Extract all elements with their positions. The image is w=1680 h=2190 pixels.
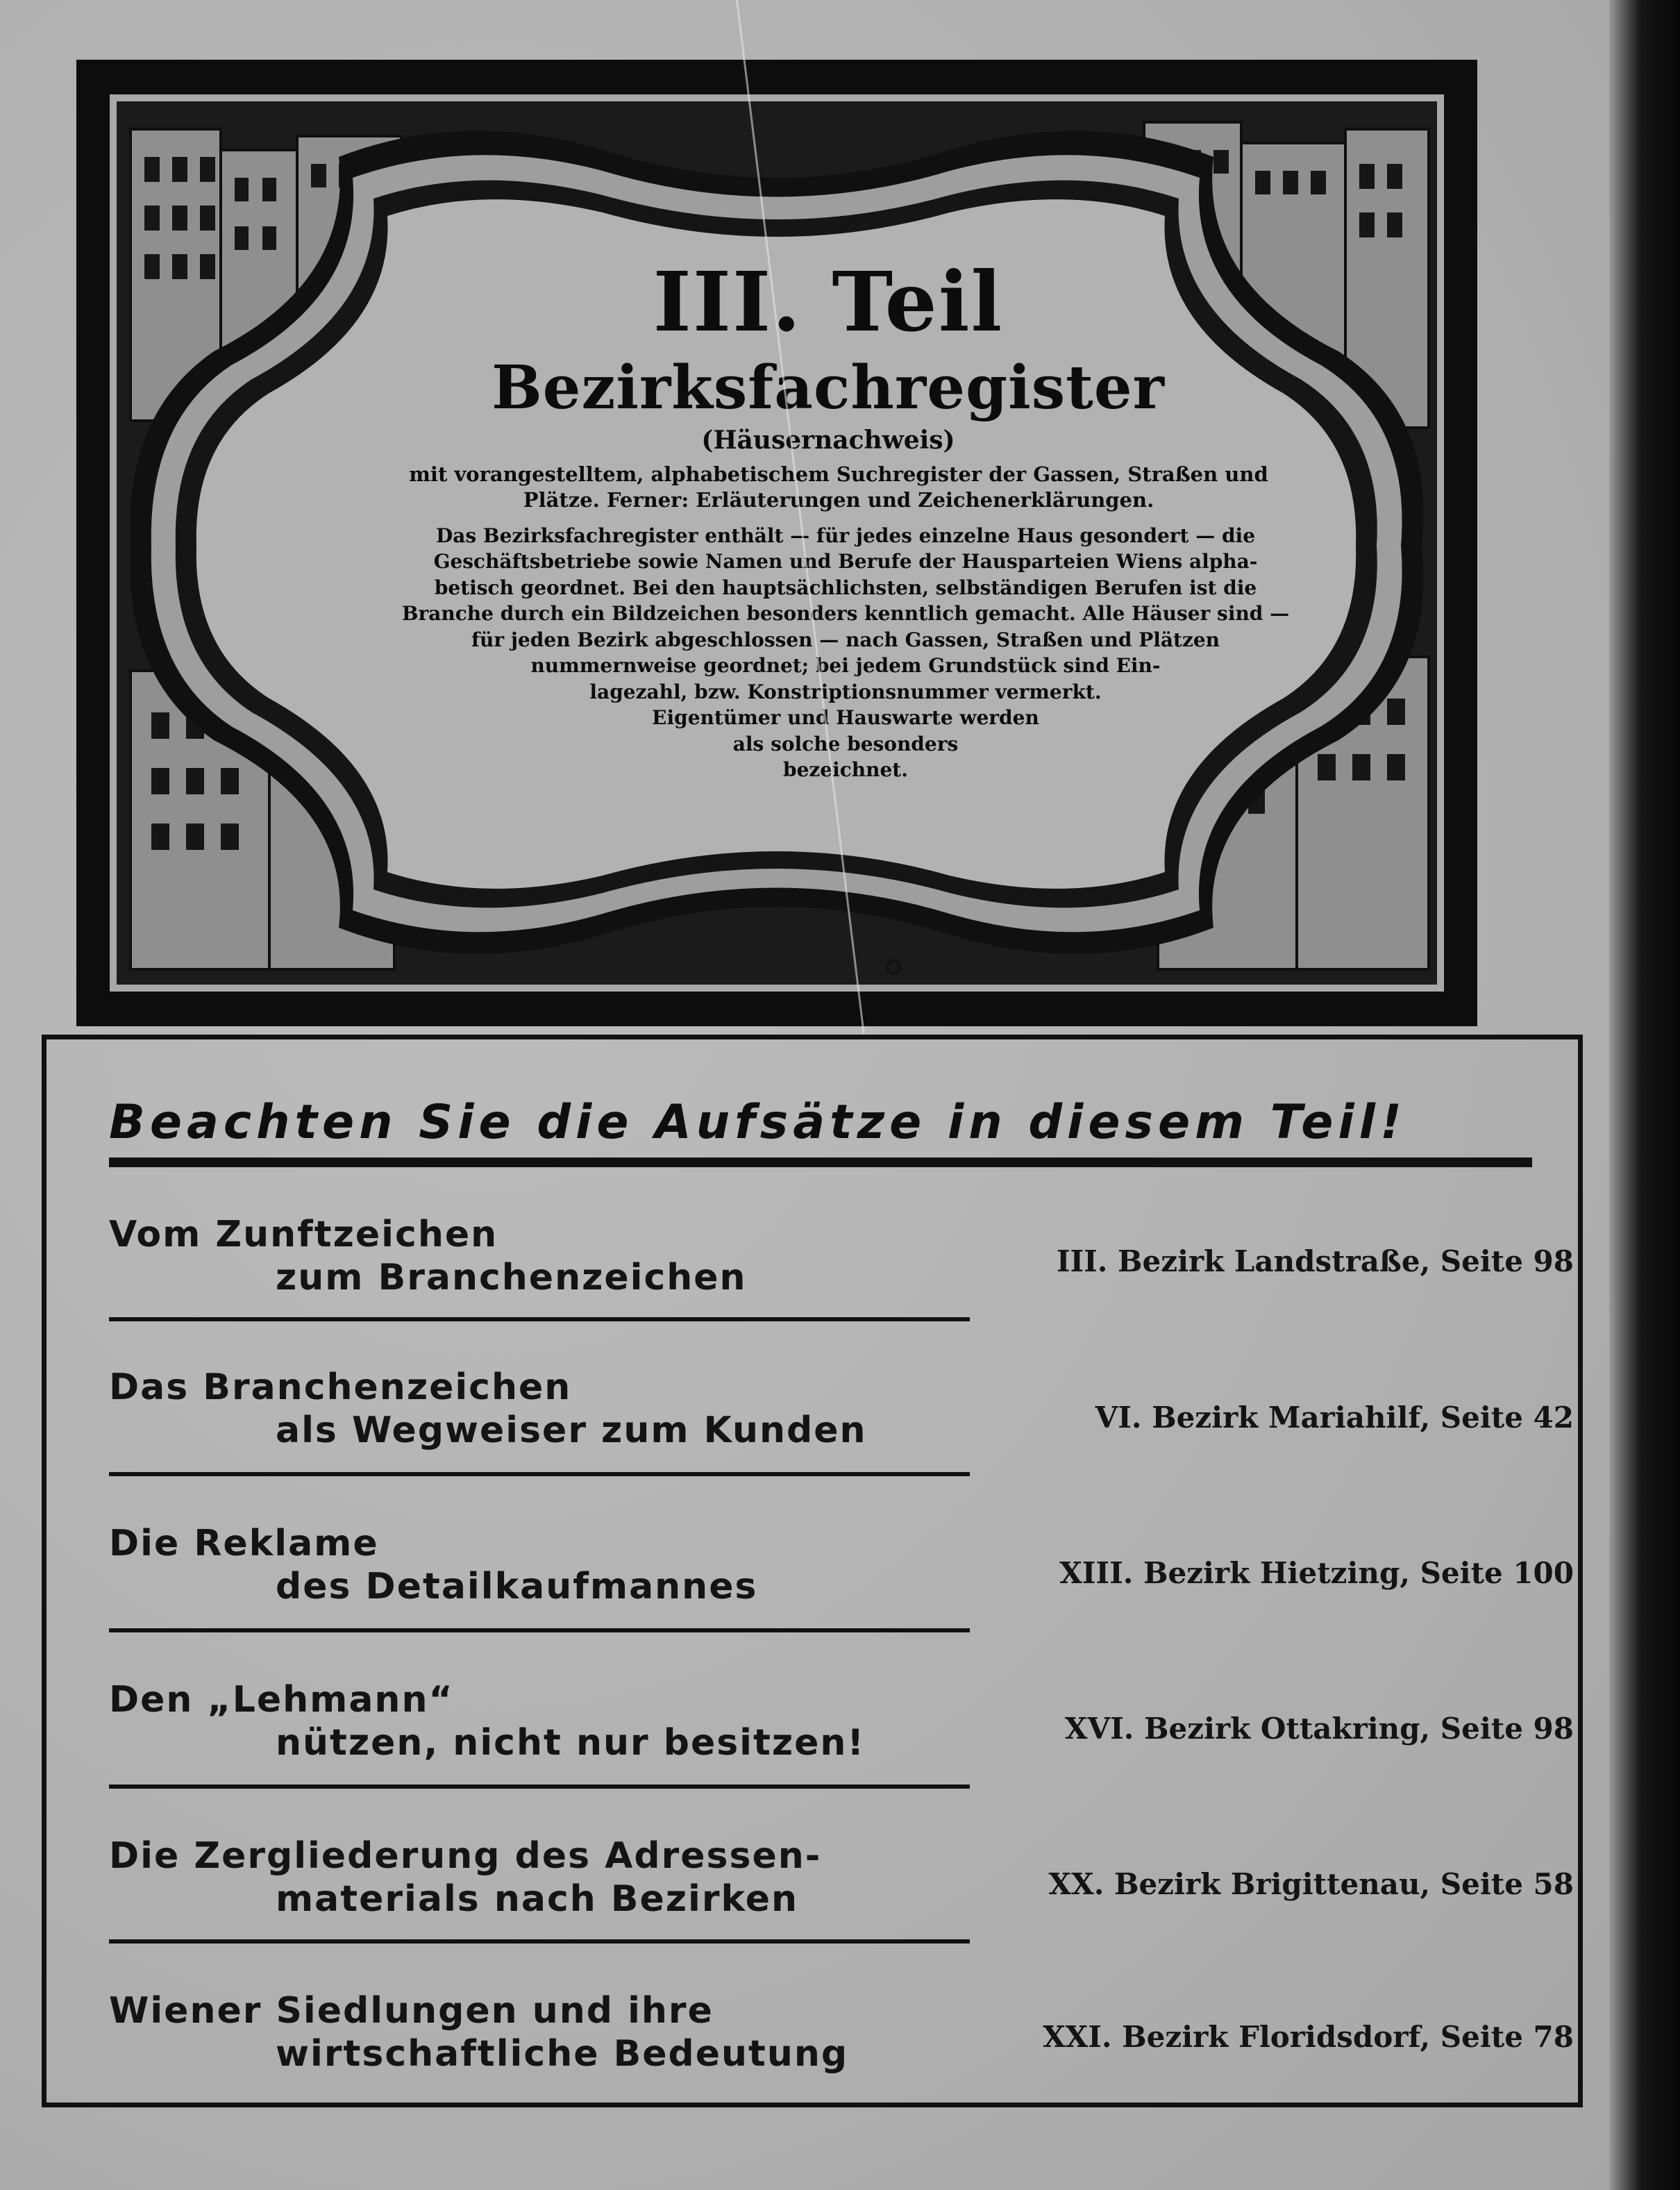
description-line: Eigentümer und Hauswarte werden: [652, 706, 1039, 730]
description-line: Geschäftsbetriebe sowie Namen und Berufe der Hausparteien Wiens alpha-: [433, 550, 1258, 574]
section-banner: [76, 60, 1477, 1026]
article-reference: XIII. Bezirk Hietzing, Seite 100: [1059, 1556, 1574, 1590]
article-reference: VI. Bezirk Mariahilf, Seite 42: [1095, 1401, 1574, 1435]
article-title: [109, 1522, 984, 1608]
article-reference: XXI. Bezirk Floridsdorf, Seite 78: [1043, 2020, 1574, 2054]
article-reference: XX. Bezirk Brigittenau, Seite 58: [1048, 1867, 1574, 1901]
article-title: [109, 1366, 984, 1452]
article-title-line: als Wegweiser zum Kunden: [276, 1410, 867, 1451]
article-title-line: Vom Zunftzeichen: [109, 1214, 498, 1255]
description-line: betisch geordnet. Bei den hauptsächlichsten, selbständigen Berufen ist die: [434, 576, 1257, 599]
article-title-line: Das Branchenzeichen: [109, 1366, 572, 1408]
description-line: Das Bezirksfachregister enthält — für jedes einzelne Haus gesondert — die: [435, 524, 1256, 547]
banner-frame: [110, 94, 1444, 992]
article-title: [109, 1989, 984, 2075]
article-title-line: Wiener Siedlungen und ihre: [109, 1990, 714, 2032]
article-title: [109, 1834, 984, 1921]
article-divider: [109, 1472, 970, 1476]
banner-text-block: [394, 253, 1290, 783]
banner-title: III. Teil: [653, 253, 1004, 350]
article-title-line: nützen, nicht nur besitzen!: [276, 1722, 866, 1764]
article-divider: [109, 1939, 970, 1944]
description-line: für jeden Bezirk abgeschlossen — nach Gassen, Straßen und Plätzen: [471, 628, 1220, 651]
article-reference: XVI. Bezirk Ottakring, Seite 98: [1064, 1712, 1574, 1746]
article-title-line: materials nach Bezirken: [276, 1878, 799, 1920]
description-line: bezeichnet.: [782, 758, 908, 782]
article-title: [109, 1213, 984, 1299]
description-line: lagezahl, bzw. Konstriptionsnummer vermerkt.: [589, 680, 1102, 703]
article-title-line: Den „Lehmann“: [109, 1679, 454, 1721]
article-divider: [109, 1628, 970, 1632]
banner-note: (Häusernachweis): [701, 425, 955, 455]
page-edge-shadow: [1609, 0, 1680, 2190]
description-line: Branche durch ein Bildzeichen besonders kenntlich gemacht. Alle Häuser sind —: [401, 602, 1290, 626]
article-title-line: Die Reklame: [109, 1523, 379, 1564]
articles-heading: Beachten Sie die Aufsätze in diesem Teil!: [109, 1095, 1406, 1150]
article-title-line: Die Zergliederung des Adressen-: [109, 1835, 822, 1877]
articles-box: [42, 1035, 1583, 2107]
description-line: als solche besonders: [732, 732, 959, 755]
heading-underline: [109, 1157, 1532, 1167]
banner-subtitle: Bezirksfachregister: [492, 353, 1165, 423]
article-divider: [109, 1317, 970, 1321]
description-line: nummernweise geordnet; bei jedem Grundstück sind Ein-: [530, 654, 1161, 678]
ornament-dot: [886, 960, 901, 975]
article-reference: III. Bezirk Landstraße, Seite 98: [1056, 1244, 1574, 1278]
article-title-line: des Detailkaufmannes: [276, 1566, 758, 1607]
article-divider: [109, 1784, 970, 1789]
banner-description: [394, 523, 1297, 783]
article-title-line: zum Branchenzeichen: [276, 1257, 747, 1298]
article-title: [109, 1678, 984, 1764]
article-title-line: wirtschaftliche Bedeutung: [276, 2033, 849, 2075]
banner-intro: mit vorangestelltem, alphabetischem Suchregister der Gassen, Straßen und Plätze. Ferner: Erläuterungen und Zeichenerklärungen.: [409, 462, 1268, 512]
